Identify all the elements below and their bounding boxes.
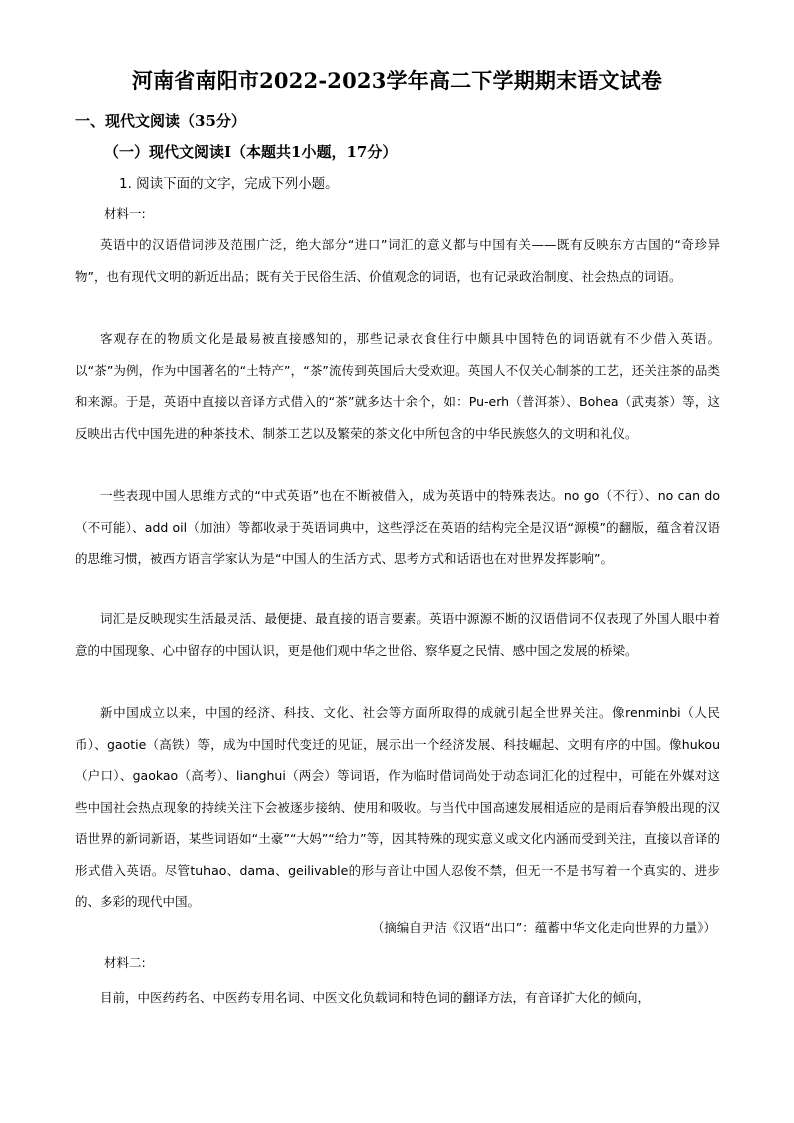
document-title: 河南省南阳市2022-2023学年高二下学期期末语文试卷 (131, 68, 663, 93)
question-prompt: 1. 阅读下面的文字，完成下列小题。 (119, 176, 339, 192)
subsection-heading: （一）现代文阅读Ⅰ（本题共1小题，17分） (104, 143, 398, 161)
material-one-label: 材料一: (104, 206, 146, 221)
material-one-paragraph: 词汇是反映现实生活最灵活、最便捷、最直接的语言要素。英语中源源不断的汉语借词不仅表现了外国人眼中着意的中国现象、心中留存的中国认识，更是他们观中华之世俗、察华夏之民情、感中国之发展的桥梁。 (75, 611, 720, 658)
material-one-paragraph: 一些表现中国人思维方式的“中式英语”也在不断被借入，成为英语中的特殊表达。no go（不行）、no can do（不可能）、add oil（加油）等都收录于英语词典中，这些浮泛在英语的结构完全是汉语“源模”的翻版，蕴含着汉语的思维习惯，被西方语言学家认为是“中国人的生活方式、思考方式和话语也在对世界发挥影响”。 (75, 488, 720, 566)
section-heading: 一、现代文阅读（35分） (75, 112, 246, 130)
material-two-paragraph: 目前，中医药药名、中医药专用名词、中医文化负载词和特色词的翻译方法，有音译扩大化的倾向， (100, 990, 651, 1005)
material-one-source: （摘编自尹洁《汉语“出口”：蕴蓄中华文化走向世界的力量》） (371, 920, 716, 935)
material-two-label: 材料二: (104, 955, 146, 970)
material-one-paragraph: 新中国成立以来，中国的经济、科技、文化、社会等方面所取得的成就引起全世界关注。像renminbi（人民币）、gaotie（高铁）等，成为中国时代变迁的见证，展示出一个经济发展、科技崛起、文明有序的中国。像hukou（户口）、gaokao（高考）、lianghui（两会）等词语，作为临时借词尚处于动态词汇化的过程中，可能在外媒对这些中国社会热点现象的持续关注下会被逐步接纳、使用和吸收。与当代中国高速发展相适应的是雨后春笋般出现的汉语世界的新词新语，某些词语如“土豪”“大妈”“给力”等，因其特殊的现实意义或文化内涵而受到关注，直接以音译的形式借入英语。尽管tuhao、dama、geilivable的形与音让中国人忍俊不禁，但无一不是书写着一个真实的、进步的、多彩的现代中国。 (75, 705, 720, 909)
material-one-paragraph: 英语中的汉语借词涉及范围广泛，绝大部分“进口”词汇的意义都与中国有关——既有反映东方古国的“奇珍异物”，也有现代文明的新近出品；既有关于民俗生活、价值观念的词语，也有记录政治制度、社会热点的词语。 (75, 237, 720, 284)
material-one-paragraph: 客观存在的物质文化是最易被直接感知的，那些记录衣食住行中颇具中国特色的词语就有不少借入英语。以“茶”为例，作为中国著名的“土特产”，“茶”流传到英国后大受欢迎。英国人不仅关心制茶的工艺，还关注茶的品类和来源。于是，英语中直接以音译方式借入的“茶”就多达十余个，如：Pu-erh（普洱茶）、Bohea（武夷茶）等，这反映出古代中国先进的种茶技术、制茶工艺以及繁荣的茶文化中所包含的中华民族悠久的文明和礼仪。 (75, 331, 720, 441)
